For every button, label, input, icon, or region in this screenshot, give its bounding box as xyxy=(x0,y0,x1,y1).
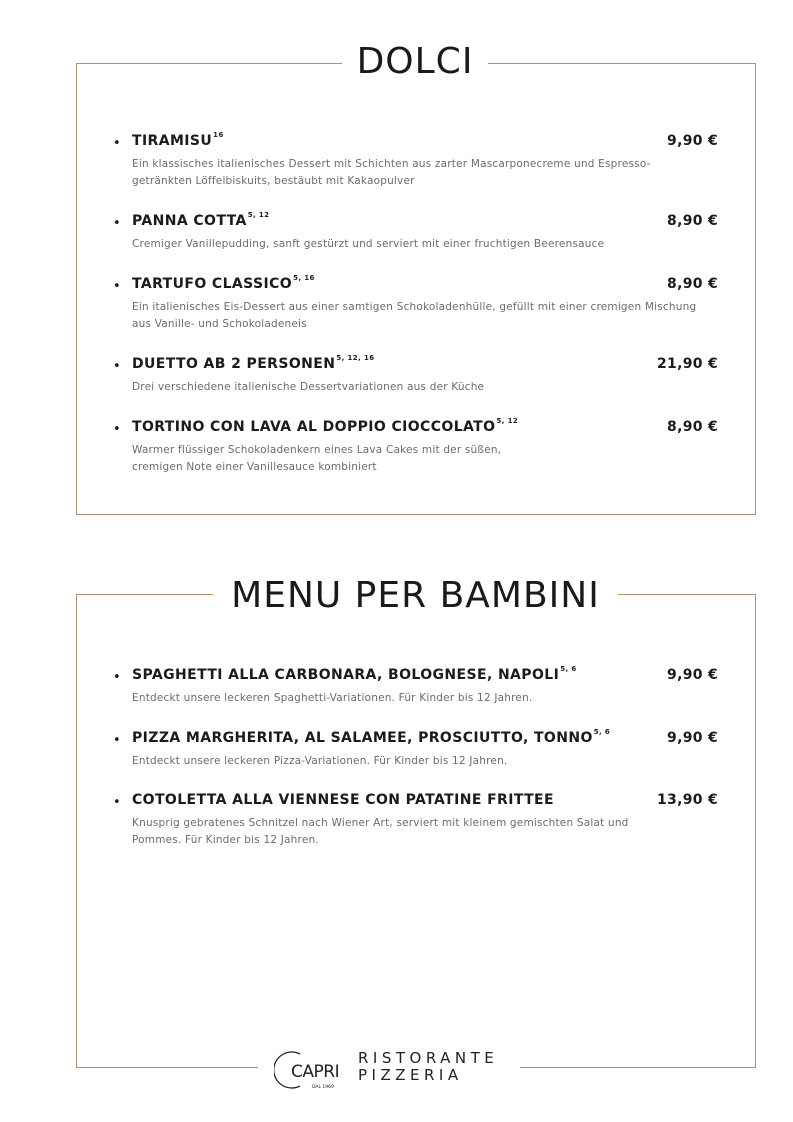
menu-item xyxy=(113,211,718,250)
menu-item xyxy=(113,131,718,187)
item-description: Entdeckt unsere leckeren Pizza-Variationen. Für Kinder bis 12 Jahren. xyxy=(132,755,508,767)
menu-item xyxy=(113,792,718,846)
item-price: 13,90 € xyxy=(657,792,718,808)
bullet-icon: • xyxy=(113,795,121,810)
logo-line-pizzeria: PIZZERIA xyxy=(358,1066,463,1084)
item-price: 8,90 € xyxy=(667,213,718,229)
menu-item xyxy=(113,354,718,393)
item-name: COTOLETTA ALLA VIENNESE CON PATATINE FRITTEE xyxy=(132,792,554,808)
bullet-icon: • xyxy=(113,422,121,437)
allergen-codes: 5, 12, 16 xyxy=(336,354,375,363)
bambini-title: MENU PER BAMBINI xyxy=(213,574,618,618)
menu-item xyxy=(113,665,718,704)
item-description: Ein italienisches Eis-Dessert aus einer samtigen Schokoladenhülle, gefüllt mit einer cremigen Mischung aus Vanille- und Schokoladeneis xyxy=(132,301,697,330)
item-description: Drei verschiedene italienische Dessertvariationen aus der Küche xyxy=(132,381,485,393)
allergen-codes: 5, 6 xyxy=(593,728,611,737)
bullet-icon: • xyxy=(113,359,121,374)
item-price: 9,90 € xyxy=(667,730,718,746)
menu-item xyxy=(113,274,718,330)
item-description: Warmer flüssiger Schokoladenkern eines Lava Cakes mit der süßen, cremigen Note einer Vanillesauce kombiniert xyxy=(132,444,502,473)
restaurant-logo xyxy=(258,1044,520,1092)
allergen-codes: 16 xyxy=(213,131,224,140)
item-name: DUETTO AB 2 PERSONEN$^{5, 12, 16}$ xyxy=(132,354,375,372)
item-description: Knusprig gebratenes Schnitzel nach Wiener Art, serviert mit kleinem gemischten Salat und Pommes. Für Kinder bis 12 Jahren. xyxy=(132,817,629,846)
item-price: 8,90 € xyxy=(667,419,718,435)
item-description: Ein klassisches italienisches Dessert mit Schichten aus zarter Mascarponecreme und Espresso-getränkten Löffelbiskuits, bestäubt mit Kakaopulver xyxy=(132,158,651,187)
dolci-title: DOLCI xyxy=(342,40,488,84)
item-price: 9,90 € xyxy=(667,133,718,149)
bullet-icon: • xyxy=(113,670,121,685)
item-name: PANNA COTTA$^{5, 12}$ xyxy=(132,211,270,229)
menu-item xyxy=(113,417,718,473)
item-price: 21,90 € xyxy=(657,356,718,372)
logo-wordmark xyxy=(358,1050,498,1084)
allergen-codes: 5, 6 xyxy=(560,665,577,674)
item-name: SPAGHETTI ALLA CARBONARA, BOLOGNESE, NAPOLI$^{5, 6}$ xyxy=(132,665,577,683)
capri-logo-mark xyxy=(274,1048,344,1090)
bullet-icon: • xyxy=(113,733,121,748)
item-name: PIZZA MARGHERITA, AL SALAMEE, PROSCIUTTO, TONNO$^{5, 6}$ xyxy=(132,728,611,746)
item-name: TIRAMISU$^{16}$ xyxy=(132,131,224,149)
menu-item xyxy=(113,728,718,767)
item-name: TARTUFO CLASSICO$^{5, 16}$ xyxy=(132,274,315,292)
item-price: 9,90 € xyxy=(667,667,718,683)
allergen-codes: 5, 12 xyxy=(247,211,270,220)
bullet-icon: • xyxy=(113,216,121,231)
item-description: Cremiger Vanillepudding, sanft gestürzt und serviert mit einer fruchtigen Beerensauce xyxy=(132,238,605,250)
allergen-codes: 5, 12 xyxy=(496,417,519,426)
logo-brand: CAPRI xyxy=(291,1062,340,1082)
logo-line-ristorante: RISTORANTE xyxy=(358,1049,499,1067)
item-description: Entdeckt unsere leckeren Spaghetti-Variationen. Für Kinder bis 12 Jahren. xyxy=(132,692,533,704)
bullet-icon: • xyxy=(113,279,121,294)
item-name: TORTINO CON LAVA AL DOPPIO CIOCCOLATO$^{5, 12}$ xyxy=(132,417,519,435)
logo-since: DAL 1969 xyxy=(312,1085,334,1090)
item-price: 8,90 € xyxy=(667,276,718,292)
allergen-codes: 5, 16 xyxy=(293,274,315,283)
bullet-icon: • xyxy=(113,136,121,151)
